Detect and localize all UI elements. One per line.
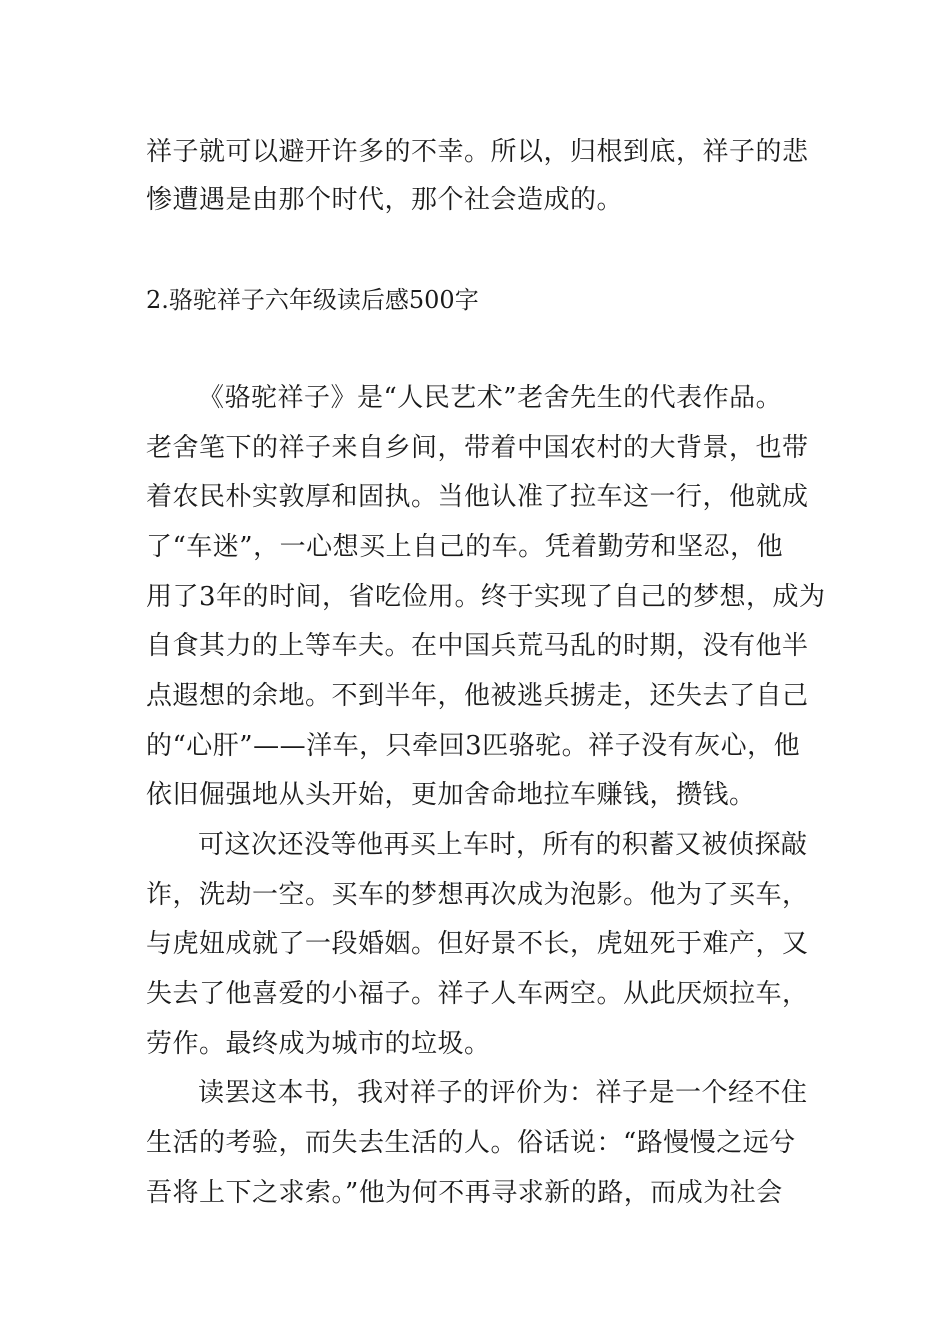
paragraph-1-line-1: 《骆驼祥子》是“人民艺术”老舍先生的代表作品。 xyxy=(198,383,783,413)
paragraph-2-line-4: 失去了他喜爱的小福子。祥子人车两空。从此厌烦拉车， xyxy=(146,979,809,1009)
paragraph-1-line-8: 的“心肝”——洋车，只牵回3匹骆驼。祥子没有灰心，他 xyxy=(146,731,801,761)
paragraph-1-line-5: 用了3年的时间，省吃俭用。终于实现了自己的梦想，成为 xyxy=(146,582,826,612)
paragraph-2-line-3: 与虎妞成就了一段婚姻。但好景不长，虎妞死于难产，又 xyxy=(146,929,809,959)
paragraph-1-line-9: 依旧倔强地从头开始，更加舍命地拉车赚钱，攒钱。 xyxy=(146,780,756,810)
intro-line-2: 惨遭遇是由那个时代，那个社会造成的。 xyxy=(146,185,624,215)
paragraph-2-line-5: 劳作。最终成为城市的垃圾。 xyxy=(146,1029,491,1059)
paragraph-1-line-4: 了“车迷”，一心想买上自己的车。凭着勤劳和坚忍，他 xyxy=(146,532,784,562)
paragraph-1-line-7: 点遐想的余地。不到半年，他被逃兵掳走，还失去了自己 xyxy=(146,681,809,711)
paragraph-1-line-2: 老舍笔下的祥子来自乡间，带着中国农村的大背景，也带 xyxy=(146,433,809,463)
paragraph-3-line-1: 读罢这本书，我对祥子的评价为：祥子是一个经不住 xyxy=(198,1078,808,1108)
paragraph-3-line-2: 生活的考验，而失去生活的人。俗话说：“路慢慢之远兮 xyxy=(146,1128,796,1158)
paragraph-3-line-3: 吾将上下之求索。”他为何不再寻求新的路，而成为社会 xyxy=(146,1178,783,1208)
paragraph-1-line-6: 自食其力的上等车夫。在中国兵荒马乱的时期，没有他半 xyxy=(146,631,809,661)
paragraph-2-line-2: 诈，洗劫一空。买车的梦想再次成为泡影。他为了买车， xyxy=(146,880,809,910)
section-heading: 2.骆驼祥子六年级读后感500字 xyxy=(146,286,479,314)
paragraph-2-line-1: 可这次还没等他再买上车时，所有的积蓄又被侦探敲 xyxy=(198,830,808,860)
intro-line-1: 祥子就可以避开许多的不幸。所以，归根到底，祥子的悲 xyxy=(146,137,809,167)
paragraph-1-line-3: 着农民朴实敦厚和固执。当他认准了拉车这一行，他就成 xyxy=(146,482,809,512)
